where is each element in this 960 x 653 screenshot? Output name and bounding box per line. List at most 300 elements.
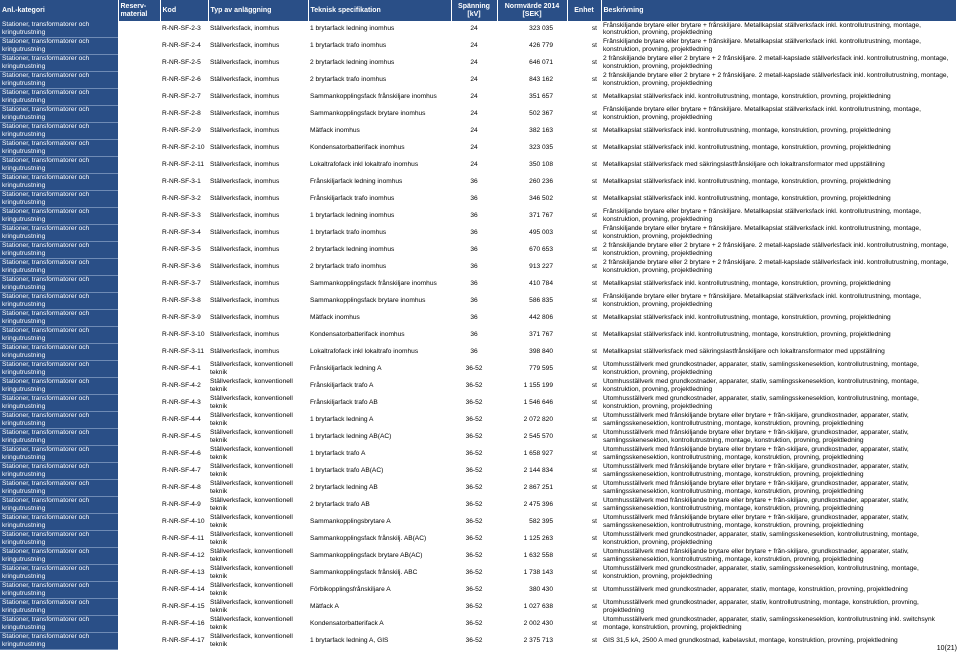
spanning-cell: 36-52 (465, 484, 483, 492)
category-cell: Stationer, transformatorer och kringutrustning (0, 633, 118, 650)
category-cell: Stationer, transformatorer och kringutrustning (0, 412, 118, 429)
spanning-cell: 24 (470, 144, 478, 152)
kod-cell: R-NR-SF-3-3 (162, 212, 201, 220)
enhet-cell: st (591, 484, 597, 492)
teknisk-cell: Kondensatorbatterifack A (310, 620, 384, 628)
typ-cell: Ställverksfack, inomhus (210, 212, 280, 220)
kod-cell: R-NR-SF-3-5 (162, 246, 201, 254)
reservmaterial-cell (118, 633, 160, 650)
spanning-cell: 36-52 (465, 603, 483, 611)
normvarde-cell: 2 867 251 (523, 484, 553, 492)
reservmaterial-cell (118, 140, 160, 157)
beskrivning-cell: Metallkapslat ställverksfack inkl. kontrollutrustning, montage, konstruktion, provning, projektledning (603, 280, 891, 288)
normvarde-cell: 346 502 (529, 195, 553, 203)
beskrivning-cell: Metallkapslat ställverksfack med säkringslastfrånskiljare och lokaltransformator med uppställning (603, 348, 885, 356)
spanning-cell: 36 (470, 212, 478, 220)
beskrivning-cell: Metallkapslat ställverksfack inkl. kontrollutrustning, montage, konstruktion, provning, projektledning (603, 331, 891, 339)
table-row (0, 344, 956, 361)
header-beskrivning: Beskrivning (601, 0, 956, 21)
typ-cell: Ställverksfack, inomhus (210, 263, 280, 271)
reservmaterial-cell (118, 293, 160, 310)
table-row (0, 225, 956, 242)
category-cell: Stationer, transformatorer och kringutrustning (0, 378, 118, 395)
reservmaterial-cell (118, 276, 160, 293)
table-row (0, 259, 956, 276)
spanning-cell: 36-52 (465, 433, 483, 441)
spanning-cell: 36 (470, 263, 478, 271)
category-cell: Stationer, transformatorer och kringutrustning (0, 21, 118, 38)
beskrivning-cell: Metallkapslat ställverksfack inkl. kontrollutrustning, montage, konstruktion, provning, projektledning (603, 314, 891, 322)
teknisk-cell: Sammankopplingsfack frånskilj. AB(AC) (310, 535, 427, 543)
enhet-cell: st (591, 331, 597, 339)
reservmaterial-cell (118, 616, 160, 633)
spanning-cell: 36 (470, 348, 478, 356)
spanning-cell: 36-52 (465, 569, 483, 577)
table-row (0, 446, 956, 463)
enhet-cell: st (591, 416, 597, 424)
typ-cell: Ställverksfack, konventionell teknik (210, 497, 293, 512)
kod-cell: R-NR-SF-4-13 (162, 569, 205, 577)
table-row (0, 123, 956, 140)
reservmaterial-cell (118, 106, 160, 123)
teknisk-cell: 2 brytarfack ledning inomhus (310, 59, 395, 67)
teknisk-cell: Frånskiljarfack trafo inomhus (310, 195, 395, 203)
reservmaterial-cell (118, 565, 160, 582)
table-row (0, 378, 956, 395)
enhet-cell: st (591, 212, 597, 220)
table-row (0, 276, 956, 293)
category-cell: Stationer, transformatorer och kringutrustning (0, 395, 118, 412)
reservmaterial-cell (118, 514, 160, 531)
kod-cell: R-NR-SF-3-1 (162, 178, 201, 186)
beskrivning-cell: Frånskiljande brytare eller brytare + frånskiljare. Metallkapslat ställverksfack inkl. kontrollutrustning, montage, konstruktion, provning, projektledning (603, 38, 921, 53)
reservmaterial-cell (118, 123, 160, 140)
teknisk-cell: Sammankopplingsbrytare A (310, 518, 391, 526)
header-typ: Typ av anläggning (208, 0, 308, 21)
beskrivning-cell: Utomhusställverk med grundkostnader, apparater, stativ, samlingsskenesektion, kontrollutrustning, montage, konstruktion, provning, projektledning (603, 565, 919, 580)
table-row (0, 395, 956, 412)
category-cell: Stationer, transformatorer och kringutrustning (0, 497, 118, 514)
table-row (0, 106, 956, 123)
table-row (0, 480, 956, 497)
kod-cell: R-NR-SF-4-17 (162, 637, 205, 645)
kod-cell: R-NR-SF-3-4 (162, 229, 201, 237)
category-cell: Stationer, transformatorer och kringutrustning (0, 174, 118, 191)
teknisk-cell: 1 brytarfack trafo AB(AC) (310, 467, 384, 475)
normvarde-cell: 670 653 (529, 246, 553, 254)
beskrivning-cell: Frånskiljande brytare eller brytare + frånskiljare. Metallkapslat ställverksfack inkl. kontrollutrustning, montage, konstruktion, provning, projektledning (603, 106, 921, 121)
reservmaterial-cell (118, 599, 160, 616)
enhet-cell: st (591, 76, 597, 84)
enhet-cell: st (591, 161, 597, 169)
teknisk-cell: Frånskiljarfack ledning A (310, 365, 382, 373)
kod-cell: R-NR-SF-2-10 (162, 144, 205, 152)
teknisk-cell: Mätfack inomhus (310, 314, 360, 322)
normvarde-cell: 1 155 199 (523, 382, 553, 390)
teknisk-cell: Frånskiljarfack trafo A (310, 382, 374, 390)
beskrivning-cell: Utomhusställverk med grundkostnader, apparater, stativ, samlingsskenesektion, kontrollutrustning, montage, konstruktion, provning, projektledning (603, 378, 919, 393)
teknisk-cell: Förbikopplingsfrånskiljare A (310, 586, 391, 594)
normvarde-cell: 779 595 (529, 365, 553, 373)
table-row (0, 55, 956, 72)
normvarde-cell: 382 163 (529, 127, 553, 135)
spanning-cell: 36 (470, 195, 478, 203)
teknisk-cell: 1 brytarfack trafo inomhus (310, 42, 387, 50)
spanning-cell: 36-52 (465, 450, 483, 458)
table-row (0, 514, 956, 531)
normvarde-cell: 2 545 570 (523, 433, 553, 441)
reservmaterial-cell (118, 21, 160, 38)
kod-cell: R-NR-SF-2-8 (162, 110, 201, 118)
kod-cell: R-NR-SF-3-8 (162, 297, 201, 305)
beskrivning-cell: Frånskiljande brytare eller brytare + frånskiljare. Metallkapslat ställverksfack inkl. kontrollutrustning, montage, konstruktion, provning, projektledning (603, 208, 921, 223)
header-reserv-text: Reserv- material (120, 2, 148, 18)
teknisk-cell: Sammankopplingsfack brytare AB(AC) (310, 552, 423, 560)
category-cell: Stationer, transformatorer och kringutrustning (0, 106, 118, 123)
table-row (0, 293, 956, 310)
teknisk-cell: 1 brytarfack ledning A (310, 416, 374, 424)
teknisk-cell: 2 brytarfack trafo inomhus (310, 263, 387, 271)
category-cell: Stationer, transformatorer och kringutrustning (0, 208, 118, 225)
normvarde-cell: 1 546 646 (523, 399, 553, 407)
reservmaterial-cell (118, 463, 160, 480)
typ-cell: Ställverksfack, inomhus (210, 76, 280, 84)
beskrivning-cell: Metallkapslat ställverksfack med säkringslastfrånskiljare och lokaltransformator med uppställning (603, 161, 885, 169)
kod-cell: R-NR-SF-4-4 (162, 416, 201, 424)
teknisk-cell: 1 brytarfack ledning AB(AC) (310, 433, 392, 441)
normvarde-cell: 586 835 (529, 297, 553, 305)
reservmaterial-cell (118, 395, 160, 412)
normvarde-cell: 398 840 (529, 348, 553, 356)
enhet-cell: st (591, 314, 597, 322)
typ-cell: Ställverksfack, inomhus (210, 195, 280, 203)
header-normvarde (497, 0, 567, 21)
beskrivning-cell: Frånskiljande brytare eller brytare + frånskiljare. Metallkapslat ställverksfack inkl. kontrollutrustning, montage, konstruktion, provning, projektledning (603, 225, 921, 240)
reservmaterial-cell (118, 582, 160, 599)
spanning-cell: 36-52 (465, 535, 483, 543)
beskrivning-cell: Utomhusställverk med frånskiljande brytare eller brytare + från-skiljare, grundkostnader, apparater, stativ, samlingsskenesektion, kontrollutrustning, montage, konstruktion, provning, projektledning (603, 412, 909, 427)
typ-cell: Ställverksfack, inomhus (210, 161, 280, 169)
typ-cell: Ställverksfack, konventionell teknik (210, 514, 293, 529)
reservmaterial-cell (118, 378, 160, 395)
table-row (0, 208, 956, 225)
category-cell: Stationer, transformatorer och kringutrustning (0, 123, 118, 140)
kod-cell: R-NR-SF-3-10 (162, 331, 205, 339)
enhet-cell: st (591, 467, 597, 475)
kod-cell: R-NR-SF-4-10 (162, 518, 205, 526)
normvarde-cell: 2 375 713 (523, 637, 553, 645)
reservmaterial-cell (118, 157, 160, 174)
typ-cell: Ställverksfack, inomhus (210, 110, 280, 118)
reservmaterial-cell (118, 344, 160, 361)
normvarde-cell: 426 779 (529, 42, 553, 50)
spanning-cell: 36 (470, 280, 478, 288)
normvarde-cell: 1 738 143 (523, 569, 553, 577)
normvarde-cell: 442 806 (529, 314, 553, 322)
kod-cell: R-NR-SF-4-11 (162, 535, 205, 543)
teknisk-cell: Mätfack inomhus (310, 127, 360, 135)
beskrivning-cell: Utomhusställverk med frånskiljande brytare eller brytare + från-skiljare, grundkostnader, apparater, stativ, samlingsskenesektion, kontrollutrustning, montage, konstruktion, provning, projektledning (603, 497, 909, 512)
category-cell: Stationer, transformatorer och kringutrustning (0, 310, 118, 327)
kod-cell: R-NR-SF-4-2 (162, 382, 201, 390)
table-row (0, 616, 956, 633)
table-row (0, 531, 956, 548)
enhet-cell: st (591, 195, 597, 203)
reservmaterial-cell (118, 361, 160, 378)
header-normvarde-text: Normvärde 2014 [SEK] (504, 2, 560, 18)
category-cell: Stationer, transformatorer och kringutrustning (0, 242, 118, 259)
typ-cell: Ställverksfack, konventionell teknik (210, 480, 293, 495)
reservmaterial-cell (118, 327, 160, 344)
enhet-cell: st (591, 297, 597, 305)
category-cell: Stationer, transformatorer och kringutrustning (0, 514, 118, 531)
table-row (0, 174, 956, 191)
kod-cell: R-NR-SF-3-9 (162, 314, 201, 322)
beskrivning-cell: Utomhusställverk med grundkostnader, apparater, stativ, samlingsskenesektion, kontrollutrustning inkl. switchsynk montage, konstruktion, provning, projektledning (603, 616, 935, 631)
normvarde-cell: 260 236 (529, 178, 553, 186)
normvarde-cell: 323 035 (529, 25, 553, 33)
category-cell: Stationer, transformatorer och kringutrustning (0, 463, 118, 480)
category-cell: Stationer, transformatorer och kringutrustning (0, 531, 118, 548)
table-row (0, 565, 956, 582)
teknisk-cell: 2 brytarfack ledning inomhus (310, 246, 395, 254)
kod-cell: R-NR-SF-3-6 (162, 263, 201, 271)
teknisk-cell: 2 brytarfack trafo AB (310, 501, 370, 509)
spanning-cell: 36 (470, 297, 478, 305)
enhet-cell: st (591, 93, 597, 101)
kod-cell: R-NR-SF-4-14 (162, 586, 205, 594)
enhet-cell: st (591, 42, 597, 50)
category-cell: Stationer, transformatorer och kringutrustning (0, 276, 118, 293)
table-row (0, 463, 956, 480)
header-row (0, 0, 956, 21)
enhet-cell: st (591, 229, 597, 237)
normvarde-cell: 843 162 (529, 76, 553, 84)
reservmaterial-cell (118, 497, 160, 514)
kod-cell: R-NR-SF-4-9 (162, 501, 201, 509)
beskrivning-cell: Utomhusställverk med frånskiljande brytare eller brytare + från-skiljare, grundkostnader, apparater, stativ, samlingsskenesektion, kontrollutrustning, montage, konstruktion, provning, projektledning (603, 429, 909, 444)
beskrivning-cell: Metallkapslat ställverksfack inkl. kontrollutrustning, montage, konstruktion, provning, projektledning (603, 127, 891, 135)
category-cell: Stationer, transformatorer och kringutrustning (0, 548, 118, 565)
enhet-cell: st (591, 399, 597, 407)
typ-cell: Ställverksfack, inomhus (210, 59, 280, 67)
normvarde-cell: 913 227 (529, 263, 553, 271)
reservmaterial-cell (118, 531, 160, 548)
enhet-cell: st (591, 25, 597, 33)
kod-cell: R-NR-SF-4-8 (162, 484, 201, 492)
normvarde-cell: 502 367 (529, 110, 553, 118)
normvarde-cell: 350 108 (529, 161, 553, 169)
enhet-cell: st (591, 382, 597, 390)
table-row (0, 89, 956, 106)
enhet-cell: st (591, 59, 597, 67)
teknisk-cell: Sammankopplingsfack brytare inomhus (310, 297, 426, 305)
normvarde-cell: 1 027 638 (523, 603, 553, 611)
beskrivning-cell: Frånskiljande brytare eller brytare + frånskiljare. Metallkapslat ställverksfack inkl. kontrollutrustning, montage, konstruktion, provning, projektledning (603, 21, 921, 37)
typ-cell: Ställverksfack, konventionell teknik (210, 378, 293, 393)
typ-cell: Ställverksfack, konventionell teknik (210, 395, 293, 410)
category-cell: Stationer, transformatorer och kringutrustning (0, 293, 118, 310)
kod-cell: R-NR-SF-2-9 (162, 127, 201, 135)
beskrivning-cell: Metallkapslat ställverksfack inkl. kontrollutrustning, montage, konstruktion, provning, projektledning (603, 144, 891, 152)
reservmaterial-cell (118, 55, 160, 72)
kod-cell: R-NR-SF-2-7 (162, 93, 201, 101)
table-row (0, 599, 956, 616)
teknisk-cell: 1 brytarfack ledning inomhus (310, 212, 395, 220)
spanning-cell: 36-52 (465, 518, 483, 526)
reservmaterial-cell (118, 225, 160, 242)
reservmaterial-cell (118, 259, 160, 276)
normvarde-cell: 380 430 (529, 586, 553, 594)
beskrivning-cell: 2 frånskiljande brytare eller 2 brytare + 2 frånskiljare. 2 metall-kapslade ställverksfack inkl. kontrollutrustning, montage, konstruktion, provning, projektledning (603, 72, 949, 87)
table-row (0, 140, 956, 157)
table-row (0, 412, 956, 429)
category-cell: Stationer, transformatorer och kringutrustning (0, 259, 118, 276)
spanning-cell: 36-52 (465, 552, 483, 560)
spanning-cell: 36-52 (465, 365, 483, 373)
typ-cell: Ställverksfack, inomhus (210, 348, 280, 356)
kod-cell: R-NR-SF-4-1 (162, 365, 201, 373)
typ-cell: Ställverksfack, inomhus (210, 246, 280, 254)
enhet-cell: st (591, 110, 597, 118)
typ-cell: Ställverksfack, konventionell teknik (210, 446, 293, 461)
kod-cell: R-NR-SF-3-2 (162, 195, 201, 203)
reservmaterial-cell (118, 548, 160, 565)
enhet-cell: st (591, 178, 597, 186)
header-teknisk: Teknisk specifikation (308, 0, 451, 21)
teknisk-cell: 2 brytarfack trafo inomhus (310, 76, 387, 84)
kod-cell: R-NR-SF-4-6 (162, 450, 201, 458)
spanning-cell: 24 (470, 76, 478, 84)
normvarde-cell: 371 767 (529, 212, 553, 220)
typ-cell: Ställverksfack, inomhus (210, 314, 280, 322)
kod-cell: R-NR-SF-4-12 (162, 552, 205, 560)
typ-cell: Ställverksfack, inomhus (210, 127, 280, 135)
typ-cell: Ställverksfack, konventionell teknik (210, 361, 293, 376)
kod-cell: R-NR-SF-2-3 (162, 25, 201, 33)
kod-cell: R-NR-SF-2-5 (162, 59, 201, 67)
spanning-cell: 36 (470, 178, 478, 186)
table-row (0, 21, 956, 38)
teknisk-cell: Frånskiljarfack ledning inomhus (310, 178, 403, 186)
beskrivning-cell: Frånskiljande brytare eller brytare + frånskiljare. Metallkapslat ställverksfack inkl. kontrollutrustning, montage, konstruktion, provning, projektledning (603, 293, 921, 308)
spanning-cell: 36-52 (465, 637, 483, 645)
reservmaterial-cell (118, 89, 160, 106)
category-cell: Stationer, transformatorer och kringutrustning (0, 72, 118, 89)
teknisk-cell: 1 brytarfack trafo inomhus (310, 229, 387, 237)
typ-cell: Ställverksfack, inomhus (210, 178, 280, 186)
header-reservmaterial (118, 0, 160, 21)
reservmaterial-cell (118, 310, 160, 327)
enhet-cell: st (591, 586, 597, 594)
table-row (0, 191, 956, 208)
category-cell: Stationer, transformatorer och kringutrustning (0, 344, 118, 361)
enhet-cell: st (591, 450, 597, 458)
normvarde-cell: 646 071 (529, 59, 553, 67)
spanning-cell: 36-52 (465, 382, 483, 390)
teknisk-cell: Mätfack A (310, 603, 339, 611)
category-cell: Stationer, transformatorer och kringutrustning (0, 361, 118, 378)
kod-cell: R-NR-SF-2-4 (162, 42, 201, 50)
category-cell: Stationer, transformatorer och kringutrustning (0, 38, 118, 55)
teknisk-cell: Lokaltrafofack inkl lokaltrafo inomhus (310, 348, 419, 356)
kod-cell: R-NR-SF-2-11 (162, 161, 205, 169)
page-number: 10(21) (936, 645, 957, 652)
normvarde-cell: 2 072 820 (523, 416, 553, 424)
typ-cell: Ställverksfack, konventionell teknik (210, 565, 293, 580)
beskrivning-cell: Utomhusställverk med grundkostnader, apparater, stativ, samlingsskenesektion, kontrollutrustning, montage, konstruktion, provning, projektledning (603, 395, 919, 410)
teknisk-cell: Sammankopplingsfack frånskiljare inomhus (310, 93, 437, 101)
beskrivning-cell: 2 frånskiljande brytare eller 2 brytare + 2 frånskiljare. 2 metall-kapslade ställverksfack inkl. kontrollutrustning, montage, konstruktion, provning, projektledning (603, 55, 949, 70)
spanning-cell: 24 (470, 110, 478, 118)
beskrivning-cell: Utomhusställverk med grundkostnader, apparater, stativ, kontrollutrustning, montage, konstruktion, provning, projektledning (603, 599, 919, 614)
enhet-cell: st (591, 433, 597, 441)
beskrivning-cell: Utomhusställverk med grundkostnader, apparater, stativ, samlingsskenesektion, kontrollutrustning, montage, konstruktion, provning, projektledning (603, 361, 919, 376)
kod-cell: R-NR-SF-3-7 (162, 280, 201, 288)
typ-cell: Ställverksfack, konventionell teknik (210, 599, 293, 614)
enhet-cell: st (591, 535, 597, 543)
teknisk-cell: Lokaltrafofack inkl lokaltrafo inomhus (310, 161, 419, 169)
spanning-cell: 36 (470, 246, 478, 254)
enhet-cell: st (591, 144, 597, 152)
normvarde-cell: 495 003 (529, 229, 553, 237)
typ-cell: Ställverksfack, inomhus (210, 42, 280, 50)
typ-cell: Ställverksfack, inomhus (210, 93, 280, 101)
header-enhet: Enhet (567, 0, 601, 21)
normvarde-cell: 1 125 263 (523, 535, 553, 543)
reservmaterial-cell (118, 242, 160, 259)
category-cell: Stationer, transformatorer och kringutrustning (0, 429, 118, 446)
typ-cell: Ställverksfack, inomhus (210, 297, 280, 305)
reservmaterial-cell (118, 208, 160, 225)
spanning-cell: 24 (470, 25, 478, 33)
teknisk-cell: 1 brytarfack ledning inomhus (310, 25, 395, 33)
teknisk-cell: Kondensatorbatterifack inomhus (310, 331, 405, 339)
category-cell: Stationer, transformatorer och kringutrustning (0, 191, 118, 208)
category-cell: Stationer, transformatorer och kringutrustning (0, 225, 118, 242)
typ-cell: Ställverksfack, konventionell teknik (210, 412, 293, 427)
table-row (0, 633, 956, 650)
typ-cell: Ställverksfack, konventionell teknik (210, 531, 293, 546)
spanning-cell: 36-52 (465, 620, 483, 628)
beskrivning-cell: Utomhusställverk med frånskiljande brytare eller brytare + från-skiljare, grundkostnader, apparater, stativ, samlingsskenesektion, kontrollutrustning, montage, konstruktion, provning, projektledning (603, 548, 909, 563)
beskrivning-cell: Utomhusställverk med frånskiljande brytare eller brytare + från-skiljare, grundkostnader, apparater, stativ, samlingsskenesektion, kontrollutrustning, montage, konstruktion, provning, projektledning (603, 446, 909, 461)
normvarde-cell: 323 035 (529, 144, 553, 152)
reservmaterial-cell (118, 446, 160, 463)
beskrivning-cell: Utomhusställverk med grundkostnader, apparater, stativ, samlingsskenesektion, kontrollutrustning, montage, konstruktion, provning, projektledning (603, 531, 919, 546)
header-kategori: Anl.-kategori (0, 0, 118, 21)
table-row (0, 327, 956, 344)
spanning-cell: 24 (470, 127, 478, 135)
beskrivning-cell: Utomhusställverk med frånskiljande brytare eller brytare + från-skiljare, grundkostnader, apparater, stativ, samlingsskenesektion, kontrollutrustning, montage, konstruktion, provning, projektledning (603, 480, 909, 495)
typ-cell: Ställverksfack, inomhus (210, 229, 280, 237)
category-cell: Stationer, transformatorer och kringutrustning (0, 616, 118, 633)
reservmaterial-cell (118, 412, 160, 429)
category-cell: Stationer, transformatorer och kringutrustning (0, 582, 118, 599)
category-cell: Stationer, transformatorer och kringutrustning (0, 446, 118, 463)
spanning-cell: 36-52 (465, 399, 483, 407)
teknisk-cell: Frånskiljarfack trafo AB (310, 399, 378, 407)
beskrivning-cell: 2 frånskiljande brytare eller 2 brytare + 2 frånskiljare. 2 metall-kapslade ställverksfack inkl. kontrollutrustning, montage, konstruktion, provning, projektledning (603, 242, 949, 257)
normvarde-cell: 1 632 558 (523, 552, 553, 560)
spanning-cell: 36-52 (465, 586, 483, 594)
spanning-cell: 36 (470, 314, 478, 322)
table-row (0, 548, 956, 565)
table-body (0, 21, 956, 650)
typ-cell: Ställverksfack, inomhus (210, 25, 280, 33)
kod-cell: R-NR-SF-4-5 (162, 433, 201, 441)
beskrivning-cell: Utomhusställverk med grundkostnader, apparater, stativ, montage, konstruktion, provning, projektledning (603, 586, 908, 594)
